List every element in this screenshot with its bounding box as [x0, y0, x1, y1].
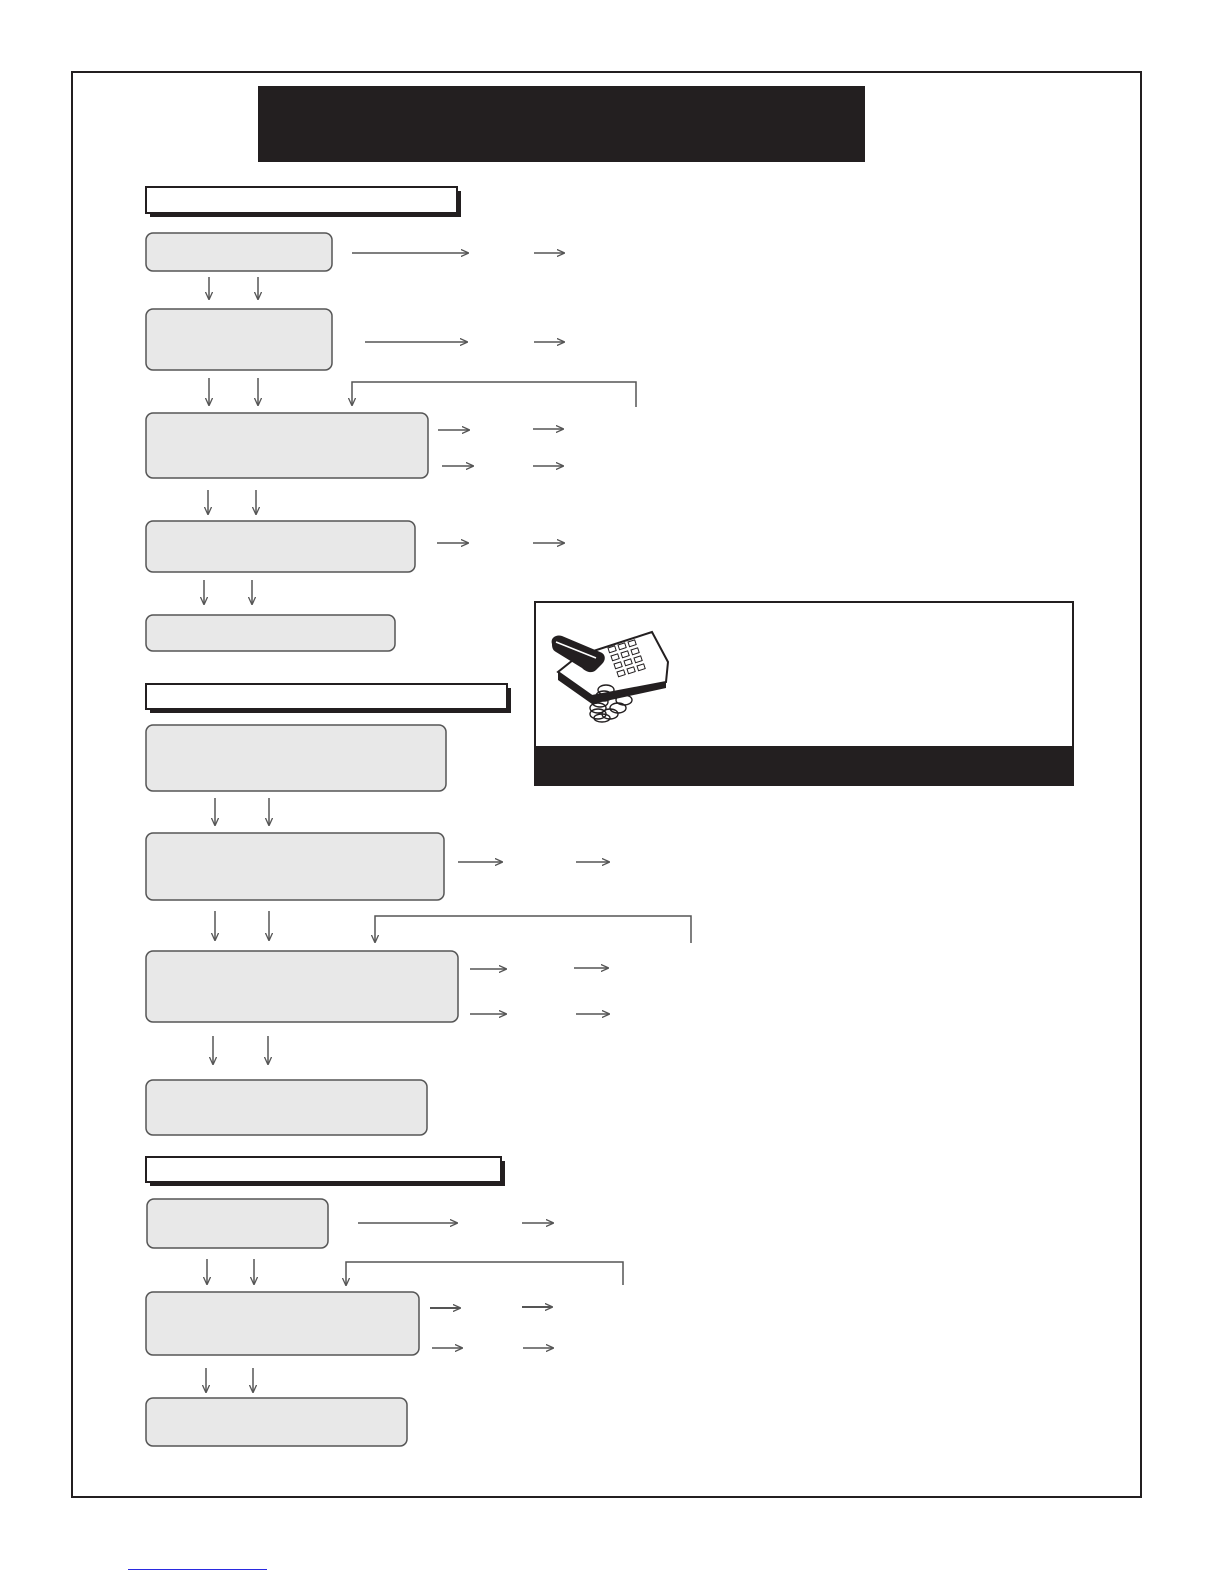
section-1-step-2-box	[146, 309, 332, 370]
section-3-step-3-box	[146, 1398, 407, 1446]
info-callout-footer-bar	[535, 746, 1073, 785]
info-callout	[535, 602, 1073, 785]
section-1-step-3-box	[146, 413, 428, 478]
footer-link-underline[interactable]	[128, 1569, 267, 1570]
section-3-loop-connector	[346, 1262, 623, 1285]
section-3-step-2-box	[146, 1292, 419, 1355]
section-1-step-1-box	[146, 233, 332, 271]
section-1-header	[146, 187, 457, 213]
section-2-step-2-box	[146, 833, 444, 900]
section-1-loop-connector	[352, 382, 636, 407]
section-3	[146, 1157, 623, 1446]
section-1	[146, 187, 636, 651]
section-2-step-1-box	[146, 725, 446, 791]
section-1-step-5-box	[146, 615, 395, 651]
section-2-loop-connector	[375, 916, 691, 943]
section-3-step-1-box	[147, 1199, 328, 1248]
section-3-header	[146, 1157, 501, 1182]
section-2-header	[146, 684, 507, 709]
section-1-step-4-box	[146, 521, 415, 572]
title-banner	[258, 86, 865, 162]
section-2-step-3-box	[146, 951, 458, 1022]
section-2-step-4-box	[146, 1080, 427, 1135]
